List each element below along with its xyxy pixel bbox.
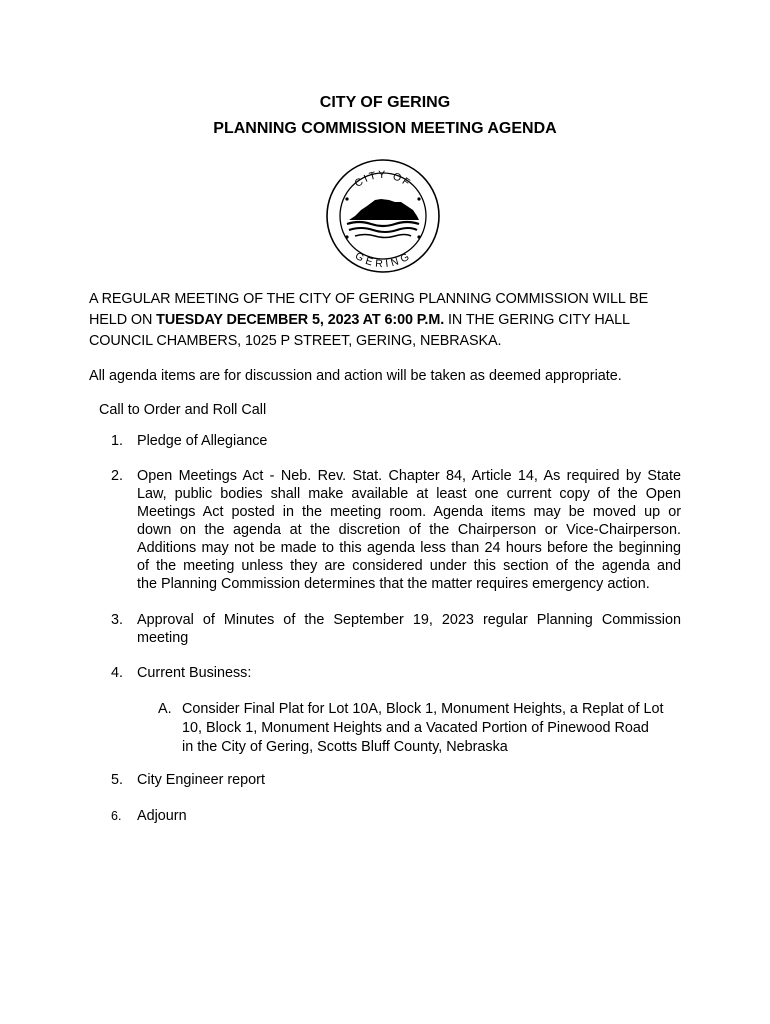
meeting-announcement	[89, 289, 689, 352]
item-text-line: Open Meetings Act - Neb. Rev. Stat. Chapter 84, Article 14, As required by State	[137, 468, 681, 484]
sub-item-text-line: 10, Block 1, Monument Heights and a Vacated Portion of Pinewood Road	[182, 720, 649, 736]
agenda-item-5	[111, 771, 681, 791]
seal-bottom-text: GERING	[352, 250, 414, 271]
item-text-line: down on the agenda at the discretion of the Chairperson or Vice-Chairperson.	[137, 522, 681, 538]
item-text-line: Additions may not be made to this agenda less than 24 hours before the beginning	[137, 540, 681, 556]
announcement-line-2	[89, 310, 689, 331]
item-number: 1.	[111, 433, 124, 449]
announcement-line-1: A REGULAR MEETING OF THE CITY OF GERING PLANNING COMMISSION WILL BE	[89, 291, 649, 307]
item-text-line: Approval of Minutes of the September 19, 2023 regular Planning Commission	[137, 612, 681, 628]
item-text-line: of the meeting unless they are considered under this section of the agenda and	[137, 558, 681, 574]
agenda-note: All agenda items are for discussion and action will be taken as deemed appropriate.	[89, 368, 622, 384]
agenda-item-3	[111, 611, 681, 651]
item-text: Adjourn	[137, 808, 187, 824]
seal-top-text: CITY OF	[352, 168, 414, 190]
announcement-line-3: COUNCIL CHAMBERS, 1025 P STREET, GERING, NEBRASKA.	[89, 333, 502, 349]
sub-item-text-line: Consider Final Plat for Lot 10A, Block 1, Monument Heights, a Replat of Lot	[182, 701, 664, 717]
svg-text:CITY OF	[352, 169, 413, 190]
item-text-line: meeting	[137, 630, 189, 646]
item-text-line: Law, public bodies shall make available at least one current copy of the Open	[137, 486, 681, 502]
announcement-line-2-post: IN THE GERING CITY HALL	[444, 312, 630, 328]
call-to-order: Call to Order and Roll Call	[99, 402, 267, 418]
item-number: 4.	[111, 665, 124, 681]
document-title: CITY OF GERING	[319, 94, 451, 111]
agenda-item-2	[111, 467, 681, 597]
item-text-line: the Planning Commission determines that the matter requires emergency action.	[137, 576, 650, 592]
agenda-item-4	[111, 664, 681, 684]
document-subtitle: PLANNING COMMISSION MEETING AGENDA	[213, 120, 557, 137]
agenda-item-1	[111, 432, 681, 452]
item-text: Pledge of Allegiance	[137, 433, 268, 449]
sub-item-letter: A.	[158, 701, 172, 717]
item-number: 6.	[111, 809, 122, 823]
item-number: 5.	[111, 772, 124, 788]
item-text-line: Meetings Act posted in the meeting room. Agenda items may be moved up or	[137, 504, 681, 520]
item-number: 3.	[111, 612, 124, 628]
announcement-line-2-pre: HELD ON	[89, 312, 157, 328]
agenda-item-6	[111, 807, 681, 827]
sub-item-text-line: in the City of Gering, Scotts Bluff County, Nebraska	[182, 739, 508, 755]
item-text: City Engineer report	[137, 772, 265, 788]
meeting-date-time: TUESDAY DECEMBER 5, 2023 AT 6:00 P.M.	[156, 312, 445, 328]
city-seal-logo	[325, 158, 441, 274]
item-text: Current Business:	[137, 665, 252, 681]
item-number: 2.	[111, 468, 124, 484]
